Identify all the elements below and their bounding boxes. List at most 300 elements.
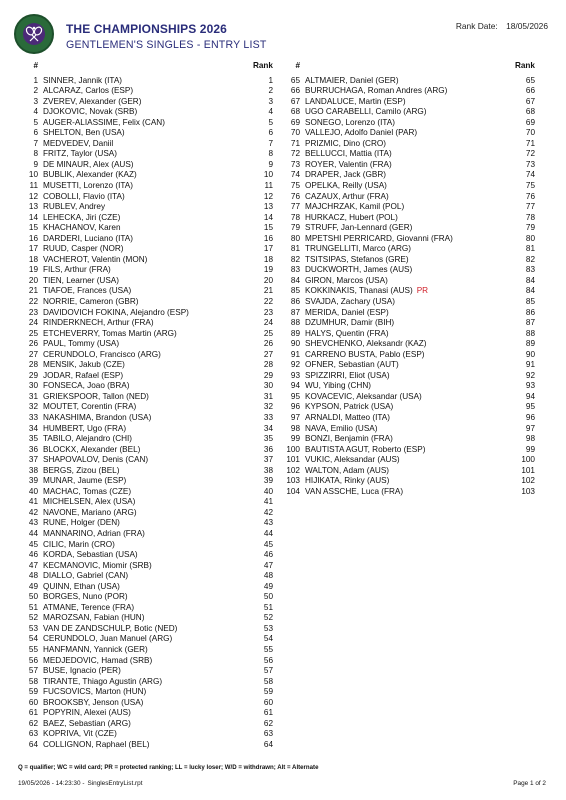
number-header: #	[33, 60, 38, 70]
entry-row	[285, 413, 535, 424]
entry-row	[28, 666, 273, 677]
entry-number: 76	[290, 191, 300, 201]
player-name: BROOKSBY, Jenson (USA)	[43, 697, 144, 707]
player-rank: 84	[525, 275, 535, 285]
entry-row	[285, 392, 535, 403]
entry-number: 63	[28, 729, 38, 739]
player-rank: 70	[525, 128, 535, 138]
player-rank: 102	[521, 476, 535, 486]
entry-row	[28, 329, 273, 340]
player-name: RUNE, Holger (DEN)	[43, 518, 120, 528]
player-rank: 12	[263, 191, 273, 201]
player-rank: 53	[263, 623, 273, 633]
player-rank: 49	[263, 581, 273, 591]
player-name: MENSIK, Jakub (CZE)	[43, 360, 125, 370]
entry-row	[28, 656, 273, 667]
entry-row	[285, 424, 535, 435]
player-name-cell	[38, 708, 241, 719]
player-name-cell	[38, 645, 241, 656]
entry-number: 51	[28, 602, 38, 612]
entry-row	[28, 202, 273, 213]
player-name: HALYS, Quentin (FRA)	[305, 328, 389, 338]
entry-number: 28	[28, 360, 38, 370]
entry-row	[285, 76, 535, 87]
column-header	[285, 61, 535, 71]
entry-number: 1	[33, 75, 38, 85]
player-name-cell	[38, 624, 241, 635]
entry-number: 46	[28, 550, 38, 560]
entry-row	[285, 371, 535, 382]
entry-number: 7	[33, 138, 38, 148]
player-name-cell	[38, 276, 241, 287]
player-name-cell	[38, 350, 241, 361]
player-rank: 62	[263, 718, 273, 728]
entry-number: 101	[286, 455, 300, 465]
player-name-cell	[300, 413, 503, 424]
entry-number: 88	[290, 318, 300, 328]
player-name-cell	[38, 76, 241, 87]
entry-number: 103	[286, 476, 300, 486]
entry-number: 40	[28, 486, 38, 496]
player-name-cell	[300, 265, 503, 276]
player-name: DUCKWORTH, James (AUS)	[305, 265, 413, 275]
footer-info	[18, 780, 143, 787]
entry-number: 52	[28, 613, 38, 623]
entry-number: 70	[290, 128, 300, 138]
entry-row	[28, 308, 273, 319]
player-name-cell	[38, 160, 241, 171]
player-name: MAJCHRZAK, Kamil (POL)	[305, 202, 405, 212]
entry-row	[28, 508, 273, 519]
entry-row	[285, 445, 535, 456]
entry-row	[285, 149, 535, 160]
column-header	[28, 61, 273, 71]
entry-row	[28, 434, 273, 445]
player-name-cell	[300, 160, 503, 171]
entry-number: 37	[28, 455, 38, 465]
entry-number: 12	[28, 191, 38, 201]
entry-number: 3	[33, 96, 38, 106]
entry-row	[28, 413, 273, 424]
player-rank: 50	[263, 592, 273, 602]
entry-row	[28, 634, 273, 645]
entry-number: 17	[28, 244, 38, 254]
entry-row	[28, 466, 273, 477]
player-rank: 42	[263, 507, 273, 517]
entry-number: 91	[290, 349, 300, 359]
player-name: SHELTON, Ben (USA)	[43, 128, 125, 138]
entry-row	[285, 107, 535, 118]
player-name-cell	[300, 360, 503, 371]
player-name-cell	[38, 603, 241, 614]
entry-number: 23	[28, 307, 38, 317]
entry-row	[285, 160, 535, 171]
entry-row	[285, 265, 535, 276]
player-name-cell	[300, 487, 503, 498]
player-name-cell	[38, 687, 241, 698]
entry-row	[28, 677, 273, 688]
entry-row	[285, 381, 535, 392]
player-name: MUSETTI, Lorenzo (ITA)	[43, 180, 133, 190]
entry-number: 56	[28, 655, 38, 665]
player-name-cell	[38, 582, 241, 593]
player-rank: 98	[525, 434, 535, 444]
player-name-cell	[38, 466, 241, 477]
player-rank: 75	[525, 180, 535, 190]
entry-number: 92	[290, 360, 300, 370]
player-name-cell	[38, 202, 241, 213]
player-rank: 76	[525, 191, 535, 201]
entry-row	[28, 381, 273, 392]
player-name-cell	[300, 107, 503, 118]
entry-number: 97	[290, 413, 300, 422]
player-name: DZUMHUR, Damir (BIH)	[305, 318, 395, 328]
player-rank: 21	[263, 286, 273, 296]
player-name-cell	[38, 192, 241, 203]
player-name-cell	[38, 97, 241, 108]
player-rank: 46	[263, 550, 273, 560]
player-name-cell	[300, 308, 503, 319]
player-name-cell	[300, 339, 503, 350]
entry-row	[28, 445, 273, 456]
player-name: HURKACZ, Hubert (POL)	[305, 212, 398, 222]
player-name: COLLIGNON, Raphael (BEL)	[43, 739, 150, 749]
player-name: FILS, Arthur (FRA)	[43, 265, 111, 275]
player-name: NORRIE, Cameron (GBR)	[43, 296, 139, 306]
page-subtitle: GENTLEMEN'S SINGLES - ENTRY LIST	[66, 39, 267, 51]
player-name: POPYRIN, Alexei (AUS)	[43, 708, 131, 718]
entry-number: 89	[290, 328, 300, 338]
entry-row	[28, 708, 273, 719]
rank-header: Rank	[252, 60, 273, 70]
entry-number: 18	[28, 254, 38, 264]
player-name: VAN DE ZANDSCHULP, Botic (NED)	[43, 623, 178, 633]
rank-date-value: 18/05/2026	[506, 21, 548, 31]
entry-number: 68	[290, 107, 300, 117]
player-rank: 78	[525, 212, 535, 222]
player-name: ETCHEVERRY, Tomas Martin (ARG)	[43, 328, 177, 338]
player-name: TIRANTE, Thiago Agustin (ARG)	[43, 676, 163, 686]
player-rank: 84	[525, 286, 535, 296]
player-name-cell	[38, 719, 241, 730]
player-name: KORDA, Sebastian (USA)	[43, 550, 138, 560]
entry-number: 26	[28, 339, 38, 349]
entry-row	[28, 729, 273, 740]
entry-row	[28, 740, 273, 751]
player-name-cell	[38, 118, 241, 129]
player-rank: 60	[263, 697, 273, 707]
player-rank: 1	[268, 75, 273, 85]
player-name: ALTMAIER, Daniel (GER)	[305, 75, 399, 85]
entry-row	[285, 329, 535, 340]
player-name-cell	[38, 476, 241, 487]
player-name: JODAR, Rafael (ESP)	[43, 370, 124, 380]
entry-number: 81	[290, 244, 300, 254]
entry-row	[285, 434, 535, 445]
footer-timestamp: 19/05/2026 - 14:23:30 -	[18, 780, 85, 787]
entry-row	[28, 582, 273, 593]
player-rank: 69	[525, 117, 535, 127]
entry-number: 10	[28, 170, 38, 180]
entry-number: 22	[28, 296, 38, 306]
player-rank: 68	[525, 107, 535, 117]
player-name-cell	[38, 339, 241, 350]
player-name: COBOLLI, Flavio (ITA)	[43, 191, 125, 201]
player-rank: 73	[525, 159, 535, 169]
player-rank: 93	[525, 381, 535, 391]
player-name: FRITZ, Taylor (USA)	[43, 149, 117, 159]
player-name-cell	[38, 234, 241, 245]
player-name-cell	[38, 149, 241, 160]
entry-number: 104	[286, 486, 300, 496]
protected-ranking-tag: PR	[416, 286, 429, 296]
player-rank: 51	[263, 602, 273, 612]
player-name: SINNER, Jannik (ITA)	[43, 75, 123, 85]
player-name: PAUL, Tommy (USA)	[43, 339, 120, 349]
entry-row	[28, 550, 273, 561]
player-name: GRIEKSPOOR, Tallon (NED)	[43, 391, 149, 401]
entry-number: 78	[290, 212, 300, 222]
player-name-cell	[38, 740, 241, 751]
player-name-cell	[300, 118, 503, 129]
player-name-cell	[300, 455, 503, 466]
player-name: WALTON, Adam (AUS)	[305, 465, 390, 475]
entry-number: 9	[33, 159, 38, 169]
entry-number: 20	[28, 275, 38, 285]
entry-number: 36	[28, 444, 38, 454]
entry-number: 31	[28, 391, 38, 401]
entry-number: 44	[28, 529, 38, 539]
player-name-cell	[300, 329, 503, 340]
entry-number: 4	[33, 107, 38, 117]
player-rank: 59	[263, 687, 273, 697]
player-rank: 45	[263, 539, 273, 549]
player-name: QUINN, Ethan (USA)	[43, 581, 120, 591]
player-rank: 55	[263, 645, 273, 655]
player-name: BAUTISTA AGUT, Roberto (ESP)	[305, 444, 426, 454]
entry-number: 42	[28, 507, 38, 517]
entry-number: 99	[290, 434, 300, 444]
player-name: OPELKA, Reilly (USA)	[305, 180, 387, 190]
player-name-cell	[38, 592, 241, 603]
player-name-cell	[38, 297, 241, 308]
player-name: LANDALUCE, Martin (ESP)	[305, 96, 406, 106]
entry-row	[28, 234, 273, 245]
player-name: RINDERKNECH, Arthur (FRA)	[43, 318, 154, 328]
entry-row	[28, 318, 273, 329]
player-name-cell	[38, 170, 241, 181]
entry-number: 5	[33, 117, 38, 127]
player-rank: 81	[525, 244, 535, 254]
player-rank: 23	[263, 307, 273, 317]
entry-row	[285, 213, 535, 224]
entry-row	[28, 360, 273, 371]
player-name-cell	[38, 550, 241, 561]
entry-number: 75	[290, 180, 300, 190]
player-name-cell	[38, 666, 241, 677]
player-name-cell	[38, 497, 241, 508]
entry-number: 13	[28, 202, 38, 212]
player-rank: 32	[263, 402, 273, 412]
player-rank: 79	[525, 223, 535, 233]
entry-row	[28, 392, 273, 403]
player-rank: 94	[525, 391, 535, 401]
player-name: RUBLEV, Andrey	[43, 202, 106, 212]
player-rank: 25	[263, 328, 273, 338]
entry-number: 74	[290, 170, 300, 180]
player-name: SONEGO, Lorenzo (ITA)	[305, 117, 395, 127]
entry-row	[28, 181, 273, 192]
entry-row	[285, 192, 535, 203]
player-rank: 39	[263, 476, 273, 486]
player-name-cell	[300, 234, 503, 245]
player-name-cell	[38, 255, 241, 266]
player-name: SVAJDA, Zachary (USA)	[305, 296, 395, 306]
player-rank: 40	[263, 486, 273, 496]
player-name: UGO CARABELLI, Camilo (ARG)	[305, 107, 427, 117]
player-rank: 58	[263, 676, 273, 686]
player-rank: 95	[525, 402, 535, 412]
player-name: KYPSON, Patrick (USA)	[305, 402, 394, 412]
player-name-cell	[300, 192, 503, 203]
player-name: DIALLO, Gabriel (CAN)	[43, 571, 129, 581]
player-name-cell	[38, 86, 241, 97]
entry-row	[285, 170, 535, 181]
rank-date	[456, 21, 548, 31]
entry-row	[28, 76, 273, 87]
player-rank: 41	[263, 497, 273, 507]
player-name: KOPRIVA, Vit (CZE)	[43, 729, 117, 739]
player-name-cell	[300, 318, 503, 329]
player-name-cell	[38, 381, 241, 392]
player-name-cell	[38, 518, 241, 529]
entry-number: 67	[290, 96, 300, 106]
entry-number: 93	[290, 370, 300, 380]
entry-row	[28, 698, 273, 709]
player-name: DAVIDOVICH FOKINA, Alejandro (ESP)	[43, 307, 189, 317]
player-rank: 29	[263, 370, 273, 380]
player-rank: 20	[263, 275, 273, 285]
rank-header: Rank	[514, 60, 535, 70]
player-name: BELLUCCI, Mattia (ITA)	[305, 149, 392, 159]
player-name-cell	[38, 371, 241, 382]
entry-row	[285, 402, 535, 413]
player-name-cell	[38, 634, 241, 645]
player-name: BUSE, Ignacio (PER)	[43, 666, 121, 676]
entry-number: 72	[290, 149, 300, 159]
player-name-cell	[300, 202, 503, 213]
entry-row	[28, 613, 273, 624]
player-rank: 9	[268, 159, 273, 169]
player-name: DE MINAUR, Alex (AUS)	[43, 159, 134, 169]
entry-number: 45	[28, 539, 38, 549]
player-name-cell	[38, 698, 241, 709]
player-name: AUGER-ALIASSIME, Felix (CAN)	[43, 117, 165, 127]
entry-number: 29	[28, 370, 38, 380]
player-rank: 48	[263, 571, 273, 581]
entry-number: 69	[290, 117, 300, 127]
player-rank: 103	[521, 486, 535, 496]
player-name: MEDJEDOVIC, Hamad (SRB)	[43, 655, 153, 665]
entry-number: 50	[28, 592, 38, 602]
entry-row	[285, 86, 535, 97]
entry-list-left-column	[28, 61, 273, 751]
player-name: ROYER, Valentin (FRA)	[305, 159, 392, 169]
player-name: DRAPER, Jack (GBR)	[305, 170, 386, 180]
player-name: BAEZ, Sebastian (ARG)	[43, 718, 131, 728]
player-rank: 67	[525, 96, 535, 106]
entry-number: 30	[28, 381, 38, 391]
entry-row	[285, 202, 535, 213]
player-name-cell	[38, 413, 241, 424]
player-rank: 31	[263, 391, 273, 401]
player-rank: 87	[525, 318, 535, 328]
entry-number: 62	[28, 718, 38, 728]
entry-number: 34	[28, 423, 38, 433]
player-name: MUNAR, Jaume (ESP)	[43, 476, 127, 486]
entry-row	[28, 286, 273, 297]
player-name: SHAPOVALOV, Denis (CAN)	[43, 455, 149, 465]
player-rank: 100	[521, 455, 535, 465]
player-name-cell	[38, 107, 241, 118]
entry-row	[28, 624, 273, 635]
player-name: KOVACEVIC, Aleksandar (USA)	[305, 391, 422, 401]
player-rank: 26	[263, 339, 273, 349]
entry-row	[28, 350, 273, 361]
entry-number: 49	[28, 581, 38, 591]
player-rank: 47	[263, 560, 273, 570]
player-name: MEDVEDEV, Daniil	[43, 138, 114, 148]
player-rank: 34	[263, 423, 273, 433]
player-name-cell	[300, 244, 503, 255]
player-rank: 54	[263, 634, 273, 644]
player-name-cell	[38, 286, 241, 297]
player-rank: 82	[525, 254, 535, 264]
entry-row	[28, 192, 273, 203]
player-name-cell	[300, 392, 503, 403]
entry-number: 21	[28, 286, 38, 296]
player-name-cell	[38, 244, 241, 255]
entry-row	[28, 455, 273, 466]
legend: Q = qualifier; WC = wild card; PR = protected ranking; LL = lucky loser; W/D = withdrawn; Alt = Alternate	[18, 764, 319, 771]
player-rank: 86	[525, 307, 535, 317]
player-rank: 28	[263, 360, 273, 370]
entry-number: 66	[290, 86, 300, 96]
player-rank: 10	[263, 170, 273, 180]
entry-row	[28, 518, 273, 529]
player-name-cell	[38, 213, 241, 224]
player-name: STRUFF, Jan-Lennard (GER)	[305, 223, 413, 233]
player-rank: 83	[525, 265, 535, 275]
player-name: KHACHANOV, Karen	[43, 223, 121, 233]
player-name: HIJIKATA, Rinky (AUS)	[305, 476, 390, 486]
entry-number: 102	[286, 465, 300, 475]
player-name-cell	[38, 424, 241, 435]
player-rank: 19	[263, 265, 273, 275]
entry-number: 38	[28, 465, 38, 475]
player-name-cell	[300, 350, 503, 361]
entry-row	[285, 128, 535, 139]
player-name: SPIZZIRRI, Eliot (USA)	[305, 370, 390, 380]
entry-number: 11	[29, 180, 38, 190]
entry-number: 96	[290, 402, 300, 412]
entry-row	[28, 160, 273, 171]
player-name-cell	[300, 213, 503, 224]
player-name: MANNARINO, Adrian (FRA)	[43, 529, 145, 539]
entry-number: 55	[28, 645, 38, 655]
player-rank: 33	[263, 413, 273, 422]
entry-number: 47	[28, 560, 38, 570]
